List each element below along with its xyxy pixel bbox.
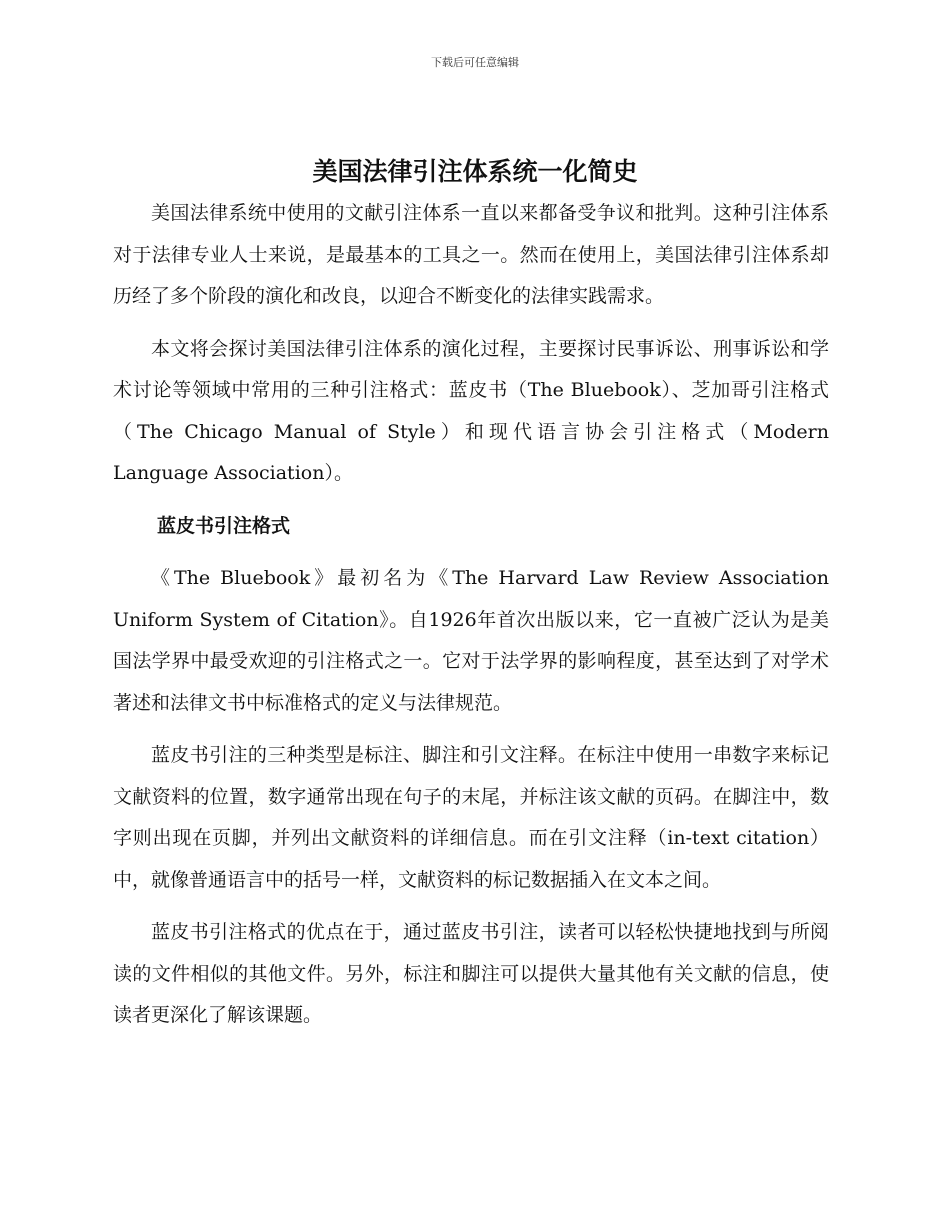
paragraph-intro-2: 本文将会探讨美国法律引注体系的演化过程，主要探讨民事诉讼、刑事诉讼和学术讨论等领域中常用的三种引注格式：蓝皮书（The Bluebook）、芝加哥引注格式（The Chicago Manual of Style）和现代语言协会引注格式（Modern Language Association）。: [113, 337, 829, 484]
paragraph-bluebook-1: 《The Bluebook》最初名为《The Harvard Law Review Association Uniform System of Citation》。自1926年首次出版以来，它一直被广泛认为是美国法学界中最受欢迎的引注格式之一。它对于法学界的影响程度，甚至达到了对学术著述和法律文书中标准格式的定义与法律规范。: [113, 567, 829, 714]
page-header: 下载后可任意编辑: [431, 56, 519, 69]
document-title: 美国法律引注体系统一化简史: [312, 157, 638, 186]
paragraph-bluebook-3: 蓝皮书引注格式的优点在于，通过蓝皮书引注，读者可以轻松快捷地找到与所阅读的文件相似的其他文件。另外，标注和脚注可以提供大量其他有关文献的信息，使读者更深化了解该课题。: [113, 921, 829, 1026]
paragraph-bluebook-2: 蓝皮书引注的三种类型是标注、脚注和引文注释。在标注中使用一串数字来标记文献资料的位置，数字通常出现在句子的末尾，并标注该文献的页码。在脚注中，数字则出现在页脚，并列出文献资料的详细信息。而在引文注释（in-text citation）中，就像普通语言中的括号一样，文献资料的标记数据插入在文本之间。: [113, 744, 829, 891]
section-heading-bluebook: 蓝皮书引注格式: [157, 514, 291, 537]
paragraph-intro-1: 美国法律系统中使用的文献引注体系一直以来都备受争议和批判。这种引注体系对于法律专业人士来说，是最基本的工具之一。然而在使用上，美国法律引注体系却历经了多个阶段的演化和改良，以迎合不断变化的法律实践需求。: [113, 202, 829, 307]
document-body: [113, 193, 829, 1037]
